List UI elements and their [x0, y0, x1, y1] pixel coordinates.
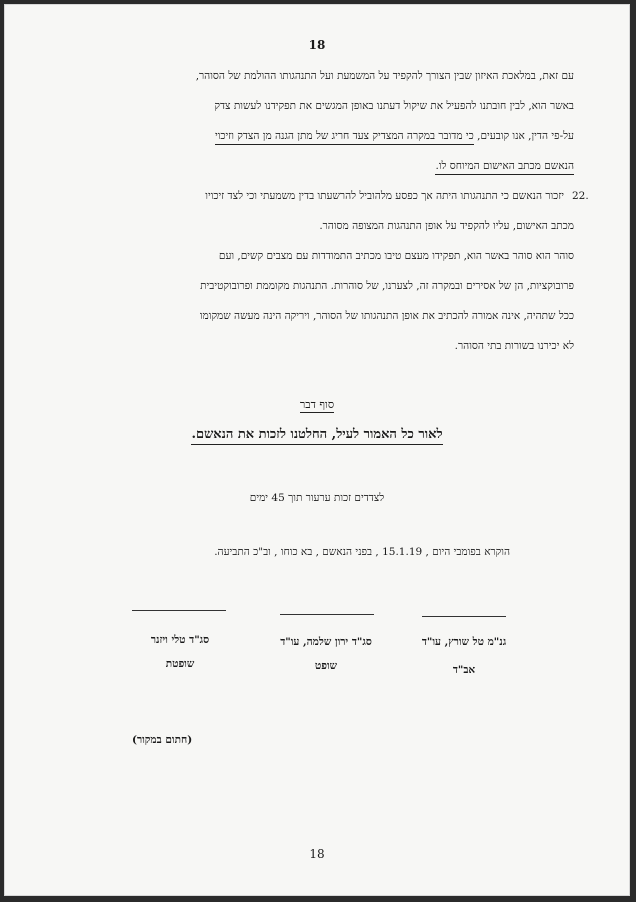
paragraph-22-line-5: ככל שתהיה, אינה אמורה להכתיב את אופן התנהגותו של הסוהר, ויריקה הינה מעשה שמקומו [199, 310, 574, 322]
paragraph-22-line-2: מכתב האישום, עליו להקפיד על אופן התנהגות המצופה מסוהר. [319, 220, 574, 232]
paragraph-1-line-4-underlined: הנאשם מכתב האישום המיוחס לו. [435, 160, 574, 175]
signatory-1-role: אב"ד [452, 664, 476, 676]
read-notice: הוקרא בפומבי היום , 15.1.19 , בפני הנאשם , בא כוחו , וב"כ התביעה. [214, 546, 510, 558]
paragraph-1-line-3-underlined: כי מדובר במקרה המצדיק צעד חריג של מתן הגנה מן הצדק וזיכוי [215, 130, 474, 145]
section-title: סוף דבר [299, 398, 335, 411]
paragraph-number: 22. [572, 190, 589, 202]
document-page [4, 4, 630, 896]
page-number-top: 18 [308, 38, 326, 52]
page-number-bottom: 18 [309, 847, 325, 861]
paragraph-1-line-4 [435, 160, 574, 172]
paragraph-1-line-3 [215, 130, 574, 142]
paragraph-1-line-3-plain: על-פי הדין, אנו קובעים, [477, 130, 574, 142]
paragraph-22-line-3: סוהר הוא סוהר באשר הוא, תפקידו מעצם טיבו מכתיב התמודדות עם מצבים קשים, ועם [218, 250, 574, 262]
conclusion-statement: לאור כל האמור לעיל, החלטנו לזכות את הנאשם. [4, 426, 630, 442]
signature-line-2 [280, 614, 374, 615]
signatory-2-role: שופט [314, 660, 338, 672]
paragraph-22-line-6: לא יכירנו בשורות בתי הסוהר. [454, 340, 574, 352]
appeal-notice: לצדדים זכות ערעור תוך 45 ימים [249, 492, 385, 504]
paragraph-22-line-4: פרובוקציות, הן של אסירים ובמקרה זה, לצערנו, של סוהרות. התנהגות מקוממת ופרובוקטיבית [200, 280, 574, 292]
paragraph-1-line-2: באשר הוא, לבין חובתנו להפעיל את שיקול דעתנו באופן המגשים את תפקידנו לעשות צדק [214, 100, 574, 112]
paragraph-22-line-1: יזכור הנאשם כי התנהגותו היתה אך כפסע מלהוביל להרשעתו בדין משמעתי וכי לצד זיכויו [205, 190, 564, 202]
seal-note: (חתום במקור) [132, 734, 193, 746]
signatory-1-name: גנ"מ טל שורץ, עו"ד [421, 636, 507, 648]
paragraph-1-line-1: עם זאת, במלאכת האיזון שבין הצורך להקפיד על המשמעת ועל התנהגותו ההולמת של הסוהר, [195, 70, 574, 82]
signature-line-3 [132, 610, 226, 611]
signatory-3-name: סג"ד טלי ויזנר [150, 634, 210, 646]
signatory-2-name: סג"ד ירון שלמה, עו"ד [280, 636, 372, 648]
signatory-3-role: שופטת [165, 658, 195, 670]
signature-line-1 [422, 616, 506, 617]
